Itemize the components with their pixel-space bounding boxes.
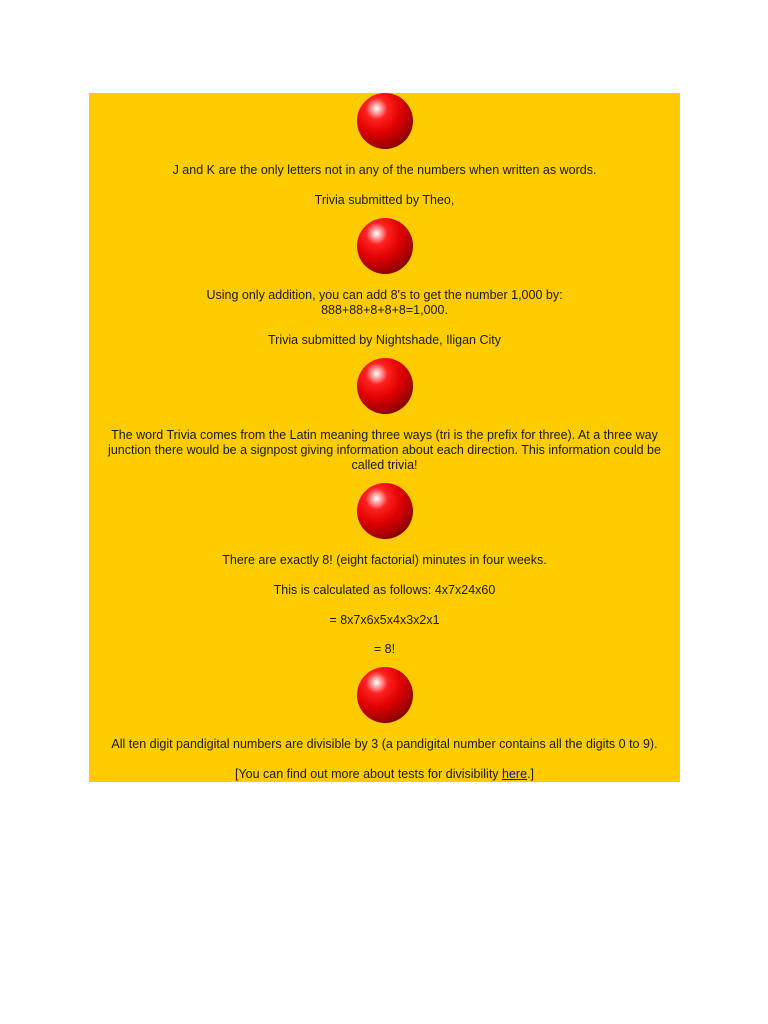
trivia-credit-2: Trivia submitted by Nightshade, Iligan City: [268, 333, 501, 347]
trivia-fact-3: The word Trivia comes from the Latin meaning three ways (tri is the prefix for three). At a three way junction there would be a signpost giving information about each direction. This information could be called trivia!: [108, 428, 661, 472]
divisibility-note: [99, 767, 670, 782]
trivia-calc-4-line-1: This is calculated as follows: 4x7x24x60: [273, 583, 496, 597]
divisibility-here-link[interactable]: here: [502, 767, 528, 781]
trivia-fact-1: J and K are the only letters not in any of the numbers when written as words.: [172, 163, 597, 177]
trivia-panel: [89, 93, 680, 782]
trivia-fact-5: All ten digit pandigital numbers are divisible by 3 (a pandigital number contains all the digits 0 to 9).: [111, 737, 658, 751]
trivia-calc-4-line-3: = 8!: [373, 642, 396, 656]
red-ball-icon: [357, 218, 413, 274]
trivia-calc-4-line-2: = 8x7x6x5x4x3x2x1: [329, 613, 440, 627]
red-ball-icon: [357, 93, 413, 149]
trivia-fact-2-line-2: 888+88+8+8+8=1,000.: [321, 303, 448, 317]
red-ball-icon: [357, 483, 413, 539]
red-ball-icon: [357, 667, 413, 723]
trivia-fact-4: There are exactly 8! (eight factorial) minutes in four weeks.: [222, 553, 547, 567]
trivia-fact-2-line-1: Using only addition, you can add 8's to get the number 1,000 by:: [206, 288, 563, 302]
divisibility-note-suffix: .]: [527, 767, 535, 781]
trivia-credit-1: Trivia submitted by Theo,: [314, 193, 455, 207]
divisibility-note-prefix: [You can find out more about tests for divisibility: [234, 767, 503, 781]
red-ball-icon: [357, 358, 413, 414]
